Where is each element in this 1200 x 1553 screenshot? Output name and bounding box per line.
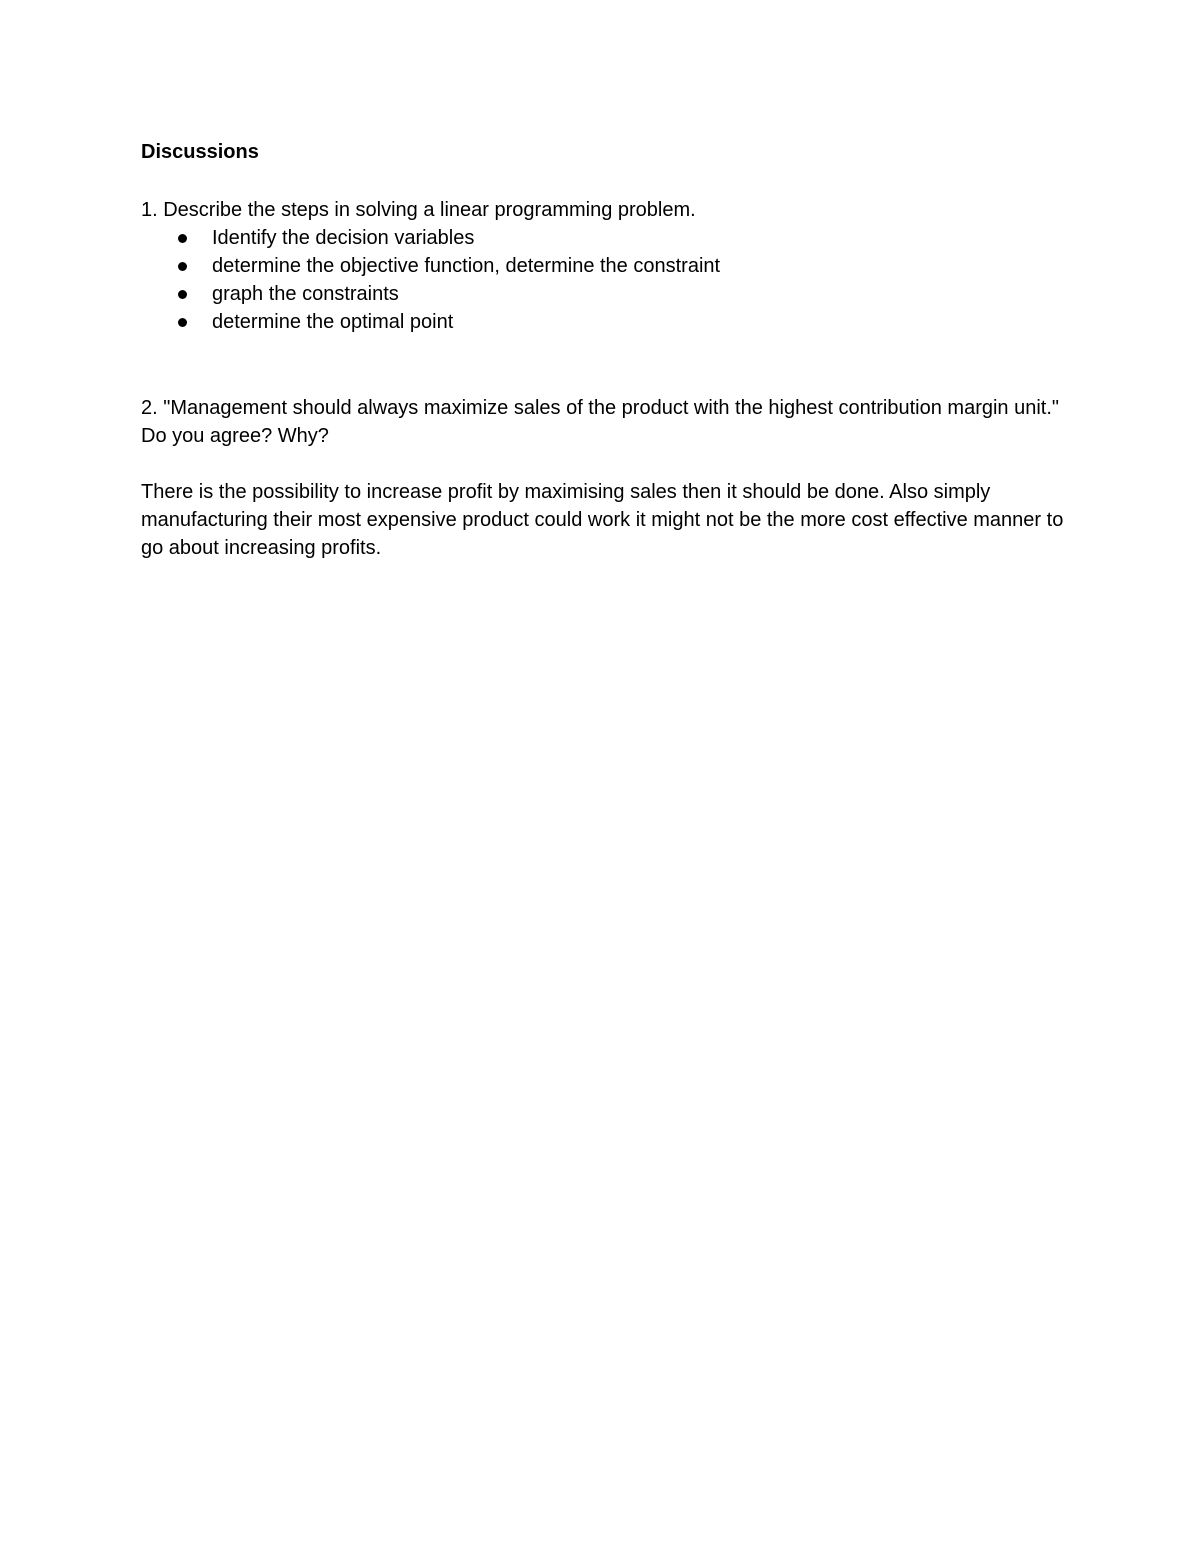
list-item-text: determine the optimal point (212, 311, 454, 333)
bullet-icon (178, 318, 187, 327)
list-item-text: Identify the decision variables (212, 227, 475, 249)
list-item (175, 252, 1071, 280)
list-item (175, 308, 1071, 336)
bullet-icon (178, 290, 187, 299)
bullet-icon (178, 262, 187, 271)
question-1: 1. Describe the steps in solving a linear programming problem. (141, 199, 696, 221)
list-item-text: determine the objective function, determine the constraint (212, 255, 721, 277)
question-2: 2. "Management should always maximize sales of the product with the highest contribution margin unit." Do you agree? Why? (141, 397, 1060, 447)
bullet-icon (178, 234, 187, 243)
answer-2: There is the possibility to increase profit by maximising sales then it should be done. Also simply manufacturing their most expensive product could work it might not be the more cost effective manner to go about increasing profits. (141, 481, 1064, 559)
list-item (175, 280, 1071, 308)
list-item (175, 224, 1071, 252)
steps-list (141, 224, 1071, 336)
page-title: Discussions (141, 141, 259, 163)
list-item-text: graph the constraints (212, 283, 399, 305)
document-body (141, 138, 1071, 562)
